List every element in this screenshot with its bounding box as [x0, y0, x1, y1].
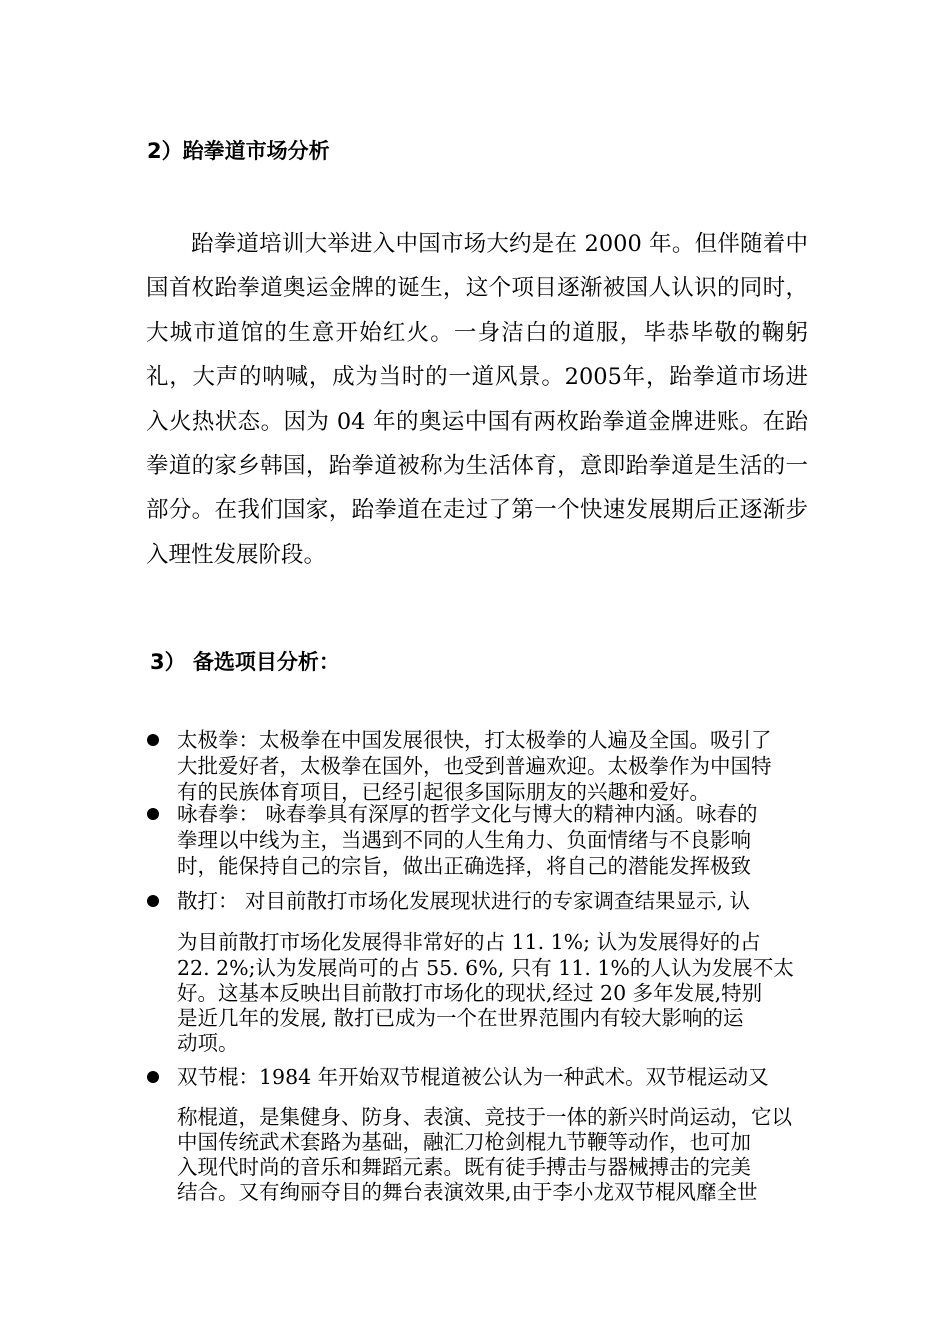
- list-item-line: 太极拳：太极拳在中国发展很快，打太极拳的人遍及全国。吸引了: [177, 728, 772, 752]
- list-item-line: 时，能保持自己的宗旨，做出正确选择，将自己的潜能发挥极致: [177, 854, 751, 878]
- list-item-line: 大批爱好者，太极拳在国外，也受到普遍欢迎。太极拳作为中国特: [177, 754, 772, 778]
- bullet-icon: [147, 1071, 159, 1083]
- section-heading-taekwondo-market: 2）跆拳道市场分析: [147, 139, 330, 163]
- list-item-line: 好。这基本反映出目前散打市场化的现状,经过 20 多年发展,特别: [177, 981, 763, 1005]
- list-item-line: 是近几年的发展, 散打已成为一个在世界范围内有较大影响的运: [177, 1006, 744, 1030]
- list-item-line: 有的民族体育项目，已经引起很多国际朋友的兴趣和爱好。: [177, 780, 710, 804]
- bullet-icon: [147, 808, 159, 820]
- list-item-line: 22. 2%;认为发展尚可的占 55. 6%, 只有 11. 1%的人认为发展不太: [177, 956, 794, 980]
- list-item-line: 动项。: [177, 1031, 239, 1055]
- list-item-line: 入现代时尚的音乐和舞蹈元素。既有徒手搏击与器械搏击的完美: [177, 1155, 751, 1179]
- list-item-line: 咏春拳： 咏春拳具有深厚的哲学文化与博大的精神内涵。咏春的: [177, 802, 758, 826]
- taekwondo-market-paragraph: 跆拳道培训大举进入中国市场大约是在 2000 年。但伴随着中国首枚跆拳道奥运金牌的诞生，这个项目逐渐被国人认识的同时，大城市道馆的生意开始红火。一身洁白的道服，毕恭毕敬的鞠躬礼，大声的呐喊，成为当时的一道风景。2005年，跆拳道市场进入火热状态。因为 04 年的奥运中国有两枚跆拳道金牌进账。在跆拳道的家乡韩国，跆拳道被称为生活体育，意即跆拳道是生活的一部分。在我们国家，跆拳道在走过了第一个快速发展期后正逐渐步入理性发展阶段。: [146, 231, 808, 568]
- section-heading-alternative-projects: 3） 备选项目分析：: [150, 650, 340, 674]
- list-item-line: 散打： 对目前散打市场化发展现状进行的专家调查结果显示, 认: [177, 889, 751, 913]
- list-item-line: 拳理以中线为主，当遇到不同的人生角力、负面情绪与不良影响: [177, 828, 751, 852]
- list-item-line: 为目前散打市场化发展得非常好的占 11. 1%; 认为发展得好的占: [177, 930, 761, 954]
- bullet-icon: [147, 895, 159, 907]
- list-item-line: 中国传统武术套路为基础，融汇刀枪剑棍九节鞭等动作，也可加: [177, 1130, 751, 1154]
- list-item-line: 结合。又有绚丽夺目的舞台表演效果,由于李小龙双节棍风靡全世: [177, 1180, 758, 1204]
- bullet-icon: [147, 734, 159, 746]
- list-item-line: 双节棍：1984 年开始双节棍道被公认为一种武术。双节棍运动又: [177, 1065, 769, 1089]
- list-item-line: 称棍道，是集健身、防身、表演、竞技于一体的新兴时尚运动，它以: [177, 1105, 792, 1129]
